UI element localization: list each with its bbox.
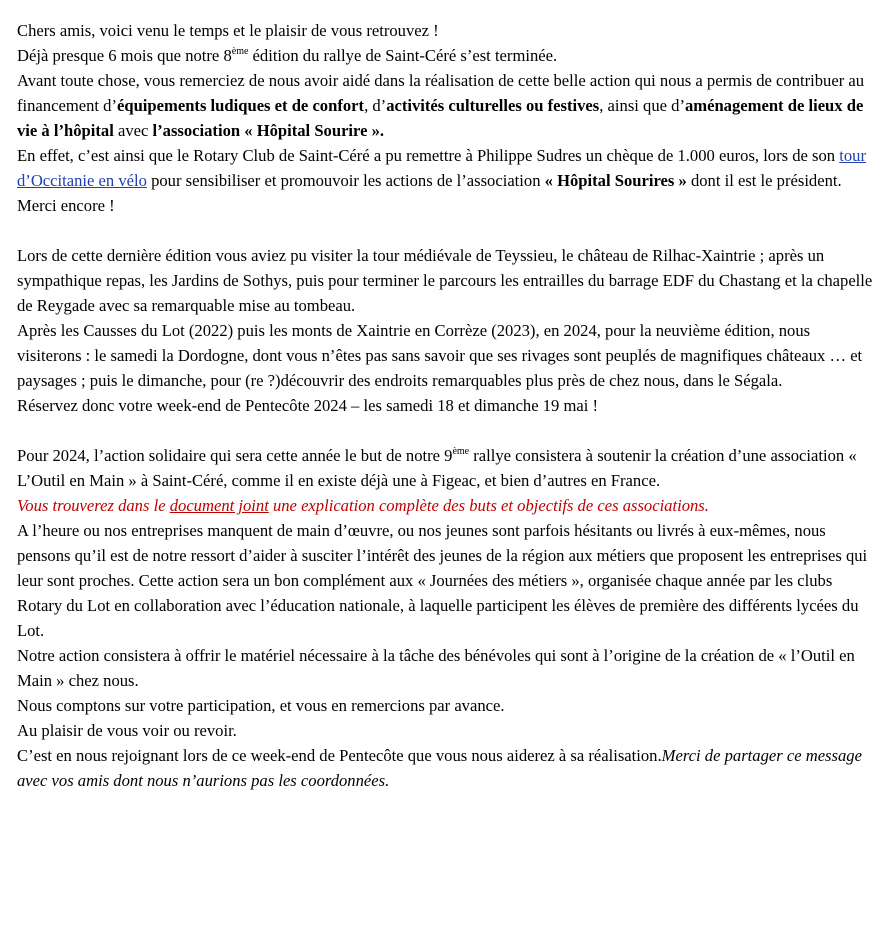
last-edition-paragraph: Lors de cette dernière édition vous aviez pu visiter la tour médiévale de Teyssieu, le château de Rilhac-Xaintrie ; après un sympathique repas, les Jardins de Sothys, puis pour terminer le parcours les entrailles du barrage EDF du Chastang et la chapelle de Reygade avec sa remarquable mise au tombeau. <box>17 246 873 315</box>
attached-document-note <box>17 493 874 518</box>
text-segment: Avant toute chose, vous remerciez de nous avoir aidé dans la réalisation de cette belle action qui nous a permis de contribuer au financement d’ <box>17 71 865 115</box>
cheque-paragraph <box>17 143 874 218</box>
greeting-line: Chers amis, voici venu le temps et le plaisir de vous retrouvez ! <box>17 21 439 40</box>
text-segment: pour sensibiliser et promouvoir les actions de l’association <box>146 171 545 190</box>
equipment-paragraph: Notre action consistera à offrir le matériel nécessaire à la tâche des bénévoles qui sont à l’origine de la création de « l’Outil en Main » chez nous. <box>17 646 855 690</box>
participation-line: Nous comptons sur votre participation, et vous en remercions par avance. <box>17 696 505 715</box>
text-segment: Pour 2024, l’action solidaire qui sera cette année le but de notre 9 <box>17 446 453 465</box>
ordinal-suffix: ème <box>231 46 249 57</box>
bold-phrase: aménagement de lieux de vie à l’hôpital <box>17 96 864 140</box>
ordinal-suffix: ème <box>452 446 470 457</box>
text-segment: C’est en nous rejoignant lors de ce week-end de Pentecôte que vous nous aiderez à sa réalisation. <box>17 746 662 765</box>
rally-ended-line <box>17 43 874 68</box>
text-segment: , ainsi que d’ <box>599 96 685 115</box>
closing-paragraph <box>17 743 874 793</box>
reserve-date-line: Réservez donc votre week-end de Pentecôte 2024 – les samedi 18 et dimanche 19 mai ! <box>17 396 599 415</box>
bold-phrase: « Hôpital Sourires » <box>544 171 687 190</box>
solidarity-action-paragraph <box>17 443 874 493</box>
text-segment: avec <box>113 121 153 140</box>
text-segment: En effet, c’est ainsi que le Rotary Club de Saint-Céré a pu remettre à Philippe Sudres un chèque de 1.000 euros, lors de son <box>17 146 840 165</box>
workforce-paragraph: A l’heure ou nos entreprises manquent de main d’œuvre, ou nos jeunes sont parfois hésitants ou livrés à eux-mêmes, nous pensons qu’il est de notre ressort d’aider à susciter l’intérêt des jeunes de la région aux métiers que proposent les entreprises qui leur sont proches. Cette action sera un bon complément aux « Journées des métiers », organisée chaque année par les clubs Rotary du Lot en collaboration avec l’éducation nationale, à laquelle participent les élèves de première des différents lycées du Lot. <box>17 521 868 640</box>
text-segment: dont il est le président. Merci encore ! <box>17 171 842 215</box>
document-joint-link[interactable]: document joint <box>169 496 269 515</box>
thanks-paragraph <box>17 68 874 143</box>
ninth-edition-paragraph: Après les Causses du Lot (2022) puis les monts de Xaintrie en Corrèze (2023), en 2024, pour la neuvième édition, nous visiterons : le samedi la Dordogne, dont vous n’êtes pas sans savoir que ses rivages sont peuplés de magnifiques châteaux … et paysages ; puis le dimanche, pour (re ?)découvrir des endroits remarquables plus près de chez nous, dans le Ségala. <box>17 321 863 390</box>
farewell-line: Au plaisir de vous voir ou revoir. <box>17 721 237 740</box>
bold-phrase: équipements ludiques et de confort <box>116 96 365 115</box>
blank-line <box>17 218 874 243</box>
text-segment: , d’ <box>364 96 387 115</box>
bold-phrase: activités culturelles ou festives <box>386 96 600 115</box>
blank-line <box>17 418 874 443</box>
text-segment: une explication complète des buts et objectifs de ces associations. <box>268 496 709 515</box>
text-segment: rallye consistera à soutenir la création d’une association « L’Outil en Main » à Saint-Céré, comme il en existe déjà une à Figeac, et bien d’autres en France. <box>17 446 857 490</box>
text-segment: édition du rallye de Saint-Céré s’est terminée. <box>248 46 558 65</box>
bold-phrase: l’association « Hôpital Sourire ». <box>152 121 385 140</box>
share-message-italic: Merci de partager ce message avec vos amis dont nous n’aurions pas les coordonnées. <box>17 746 862 790</box>
tour-occitanie-link[interactable]: tour d’Occitanie en vélo <box>17 146 866 190</box>
text-segment: Vous trouverez dans le <box>17 496 170 515</box>
text-segment: Déjà presque 6 mois que notre 8 <box>17 46 232 65</box>
